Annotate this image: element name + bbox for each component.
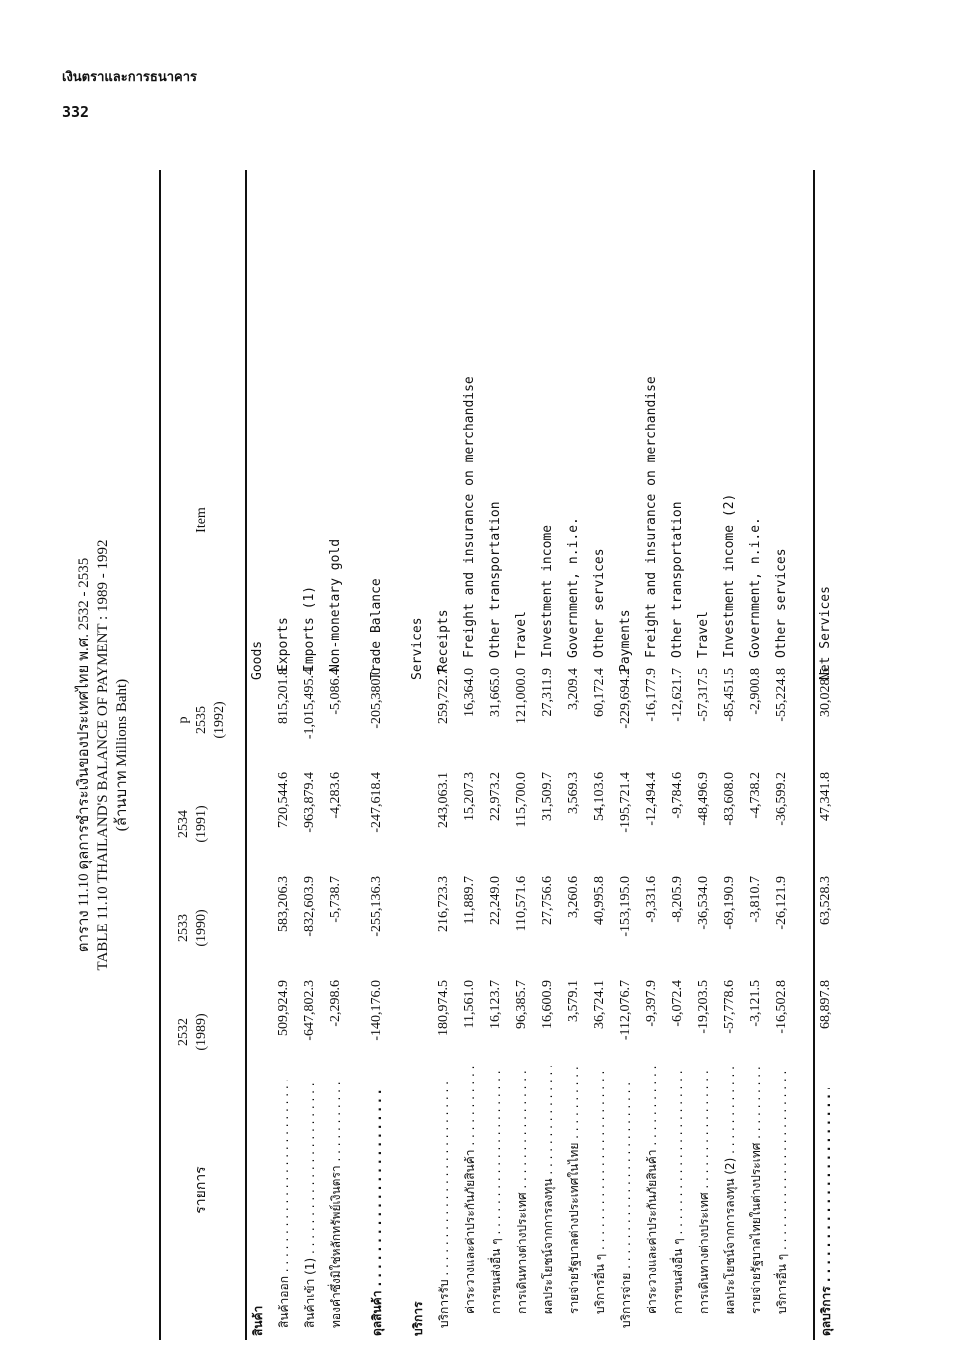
- row-label-english: Net Services: [818, 586, 833, 680]
- table-row: [271, 170, 297, 1340]
- year-header-2535: [175, 668, 229, 772]
- row-value: -247,618.4: [369, 772, 384, 833]
- row-label-thai: สินค้าเข้า (1) . . .: [297, 1080, 323, 1336]
- table-row: [431, 170, 457, 1340]
- row-value: -6,072.4: [670, 980, 685, 1027]
- row-value: -9,331.6: [644, 876, 659, 923]
- row-value: 115,700.0: [514, 772, 529, 828]
- row-value: -963,879.4: [302, 772, 317, 833]
- row-value: 216,723.3: [436, 876, 451, 932]
- row-value: -85,451.5: [722, 668, 737, 722]
- title-units: (ล้านบาท Millions Baht): [114, 678, 130, 832]
- row-label-english: Other transportation: [670, 501, 685, 658]
- year-header-2533: [175, 876, 211, 980]
- title-thai: ตาราง 11.10 ดุลการชำระเงินของประเทศไทย พ.ศ. 2532 - 2535: [76, 557, 92, 953]
- row-label-english: Services: [410, 617, 425, 680]
- row-label-thai: การเดินทางต่างประเทศ . . .: [691, 1066, 717, 1336]
- year-mark: p: [176, 716, 191, 724]
- row-label-thai: บริการรับ . . .: [431, 1080, 457, 1336]
- row-value: -36,599.2: [774, 772, 789, 826]
- row-value: 509,924.9: [276, 980, 291, 1036]
- row-value: 68,897.8: [818, 980, 833, 1029]
- top-rule: [159, 170, 161, 1340]
- row-value: 3,579.1: [566, 980, 581, 1022]
- row-label-english: Imports (1): [302, 585, 317, 672]
- row-label-thai: การขนส่งอื่น ๆ . . .: [665, 1066, 691, 1336]
- bottom-rule: [813, 170, 815, 1340]
- table-row: [717, 170, 743, 1340]
- row-value: -255,136.3: [369, 876, 384, 937]
- row-label-thai: ทองคำซึ่งมิใช่หลักทรัพย์เงินตรา . . .: [323, 1080, 349, 1336]
- row-value: -2,900.8: [748, 668, 763, 715]
- item-column-header: Item: [194, 507, 209, 533]
- table-row: [405, 170, 431, 1340]
- page-number: 332: [62, 103, 90, 121]
- row-value: -140,176.0: [369, 980, 384, 1041]
- row-value: 180,974.5: [436, 980, 451, 1036]
- year-thai: 2532: [176, 1018, 191, 1046]
- title-english: TABLE 11.10 THAILAND'S BALANCE OF PAYMENT : 1989 - 1992: [95, 539, 111, 971]
- row-value: 36,724.1: [592, 980, 607, 1029]
- row-value: -1,015,495.4: [302, 668, 317, 740]
- row-value: 11,889.7: [462, 876, 477, 925]
- row-value: -229,694.2: [618, 668, 633, 729]
- row-label-english: Government, n.i.e.: [748, 517, 763, 658]
- row-value: -4,738.2: [748, 772, 763, 819]
- row-value: -57,778.6: [722, 980, 737, 1034]
- table-title: [75, 170, 132, 1340]
- row-value: 121,000.0: [514, 668, 529, 724]
- row-label-english: Travel: [514, 611, 529, 658]
- row-value: 16,364.0: [462, 668, 477, 717]
- row-value: -19,203.5: [696, 980, 711, 1034]
- row-value: -26,121.9: [774, 876, 789, 930]
- row-value: -83,608.0: [722, 772, 737, 826]
- table-row: [323, 170, 349, 1340]
- row-label-english: Investment income: [540, 524, 555, 658]
- row-label-english: Travel: [696, 611, 711, 658]
- row-value: -5,738.7: [328, 876, 343, 923]
- row-label-thai: สินค้าออก . . .: [271, 1080, 297, 1336]
- row-value: -8,205.9: [670, 876, 685, 923]
- row-label-thai: ค่าระวางและค่าประกันภัยสินค้า . . .: [639, 1066, 665, 1336]
- year-thai: 2535: [194, 706, 209, 734]
- table-row: [769, 170, 795, 1340]
- row-label-thai: สินค้า: [251, 1305, 265, 1336]
- running-header: เงินตราและการธนาคาร: [62, 69, 197, 84]
- table-row: [483, 170, 509, 1340]
- row-value: -4,283.6: [328, 772, 343, 819]
- row-label-thai: บริการอื่น ๆ . . .: [769, 1066, 795, 1336]
- year-en: (1992): [212, 701, 227, 739]
- year-en: (1991): [194, 805, 209, 843]
- row-value: 16,123.7: [488, 980, 503, 1029]
- table-row: [297, 170, 323, 1340]
- row-value: 22,973.2: [488, 772, 503, 821]
- page-header: [62, 66, 197, 121]
- row-value: -153,195.0: [618, 876, 633, 937]
- year-thai: 2534: [176, 810, 191, 838]
- row-value: 3,569.3: [566, 772, 581, 814]
- row-value: -55,224.8: [774, 668, 789, 722]
- row-value: -3,810.7: [748, 876, 763, 923]
- row-value: -5,086.4: [328, 668, 343, 715]
- row-value: 31,509.7: [540, 772, 555, 821]
- table-row: [613, 170, 639, 1340]
- row-label-english: Other services: [774, 548, 789, 658]
- row-label-thai: ดุลบริการ . . .: [813, 1088, 839, 1336]
- year-thai: 2533: [176, 914, 191, 942]
- row-value: 16,600.9: [540, 980, 555, 1029]
- row-label-english: Exports: [276, 617, 291, 672]
- table-row: [587, 170, 613, 1340]
- row-label-thai: ค่าระวางและค่าประกันภัยสินค้า . . .: [457, 1066, 483, 1336]
- row-value: 30,028.5: [818, 668, 833, 717]
- row-value: 22,249.0: [488, 876, 503, 925]
- row-value: -9,397.9: [644, 980, 659, 1027]
- row-value: 63,528.3: [818, 876, 833, 925]
- row-value: 11,561.0: [462, 980, 477, 1029]
- row-value: -48,496.9: [696, 772, 711, 826]
- row-label-thai: บริการ: [411, 1301, 425, 1336]
- table-row: [364, 170, 390, 1340]
- row-value: -2,298.6: [328, 980, 343, 1027]
- row-value: 96,385.7: [514, 980, 529, 1029]
- row-label-english: Freight and insurance on merchandise: [644, 376, 659, 658]
- row-value: 259,722.7: [436, 668, 451, 724]
- row-label-thai: การเดินทางต่างประเทศ . . .: [509, 1066, 535, 1336]
- row-label-english: Trade Balance: [369, 578, 384, 680]
- row-label-thai: บริการอื่น ๆ . . .: [587, 1066, 613, 1336]
- row-label-thai: รายจ่ายรัฐบาลไทยในต่างประเทศ . . .: [743, 1066, 769, 1336]
- row-label-thai: ดุลสินค้า . . .: [364, 1088, 390, 1336]
- year-header-2532: [175, 980, 211, 1084]
- row-value: 60,172.4: [592, 668, 607, 717]
- table-row: [743, 170, 769, 1340]
- table-row: [457, 170, 483, 1340]
- row-value: -112,076.7: [618, 980, 633, 1041]
- table-row: [813, 170, 839, 1340]
- row-value: -832,603.9: [302, 876, 317, 937]
- row-label-english: Investment income (2): [722, 493, 737, 658]
- table-row: [245, 170, 271, 1340]
- year-en: (1990): [194, 909, 209, 947]
- row-value: 3,209.4: [566, 668, 581, 710]
- table-row: [639, 170, 665, 1340]
- row-label-thai: บริการจ่าย . . .: [613, 1080, 639, 1336]
- row-value: 110,571.6: [514, 876, 529, 932]
- row-value: -205,380.0: [369, 668, 384, 729]
- row-value: 583,206.3: [276, 876, 291, 932]
- row-label-thai: ผลประโยชน์จากการลงทุน . . .: [535, 1066, 561, 1336]
- row-value: -12,621.7: [670, 668, 685, 722]
- row-value: -12,494.4: [644, 772, 659, 826]
- row-label-english: Other transportation: [488, 501, 503, 658]
- row-value: -16,502.8: [774, 980, 789, 1034]
- thai-column-header: รายการ: [194, 1166, 209, 1214]
- row-value: -195,721.4: [618, 772, 633, 833]
- row-label-english: Goods: [250, 640, 265, 680]
- row-value: 27,756.6: [540, 876, 555, 925]
- row-value: -3,121.5: [748, 980, 763, 1027]
- table-row: [535, 170, 561, 1340]
- row-value: 720,544.6: [276, 772, 291, 828]
- row-value: 3,260.6: [566, 876, 581, 918]
- table-row: [691, 170, 717, 1340]
- row-value: -36,534.0: [696, 876, 711, 930]
- row-value: 47,341.8: [818, 772, 833, 821]
- row-value: -16,177.9: [644, 668, 659, 722]
- row-label-english: Non-monetary gold: [328, 538, 343, 672]
- row-label-thai: ผลประโยชน์จากการลงทุน (2) . . .: [717, 1066, 743, 1336]
- row-value: 54,103.6: [592, 772, 607, 821]
- row-value: -9,784.6: [670, 772, 685, 819]
- row-label-thai: รายจ่ายรัฐบาลต่างประเทศในไทย . . .: [561, 1066, 587, 1336]
- row-value: -69,190.9: [722, 876, 737, 930]
- row-value: 815,201.8: [276, 668, 291, 724]
- row-label-english: Other services: [592, 548, 607, 658]
- row-label-english: Receipts: [436, 609, 451, 672]
- row-value: -647,802.3: [302, 980, 317, 1041]
- row-value: -57,317.5: [696, 668, 711, 722]
- row-value: 40,995.8: [592, 876, 607, 925]
- row-label-english: Government, n.i.e.: [566, 517, 581, 658]
- year-en: (1989): [194, 1013, 209, 1051]
- row-value: 27,311.9: [540, 668, 555, 717]
- row-label-thai: การขนส่งอื่น ๆ . . .: [483, 1066, 509, 1336]
- table-row: [665, 170, 691, 1340]
- row-value: 31,665.0: [488, 668, 503, 717]
- table-row: [561, 170, 587, 1340]
- row-value: 243,063.1: [436, 772, 451, 828]
- row-label-english: Payments: [618, 609, 633, 672]
- year-header-2534: [175, 772, 211, 876]
- row-value: 15,207.3: [462, 772, 477, 821]
- table-row: [509, 170, 535, 1340]
- balance-of-payment-table: [75, 170, 833, 1340]
- row-label-english: Freight and insurance on merchandise: [462, 376, 477, 658]
